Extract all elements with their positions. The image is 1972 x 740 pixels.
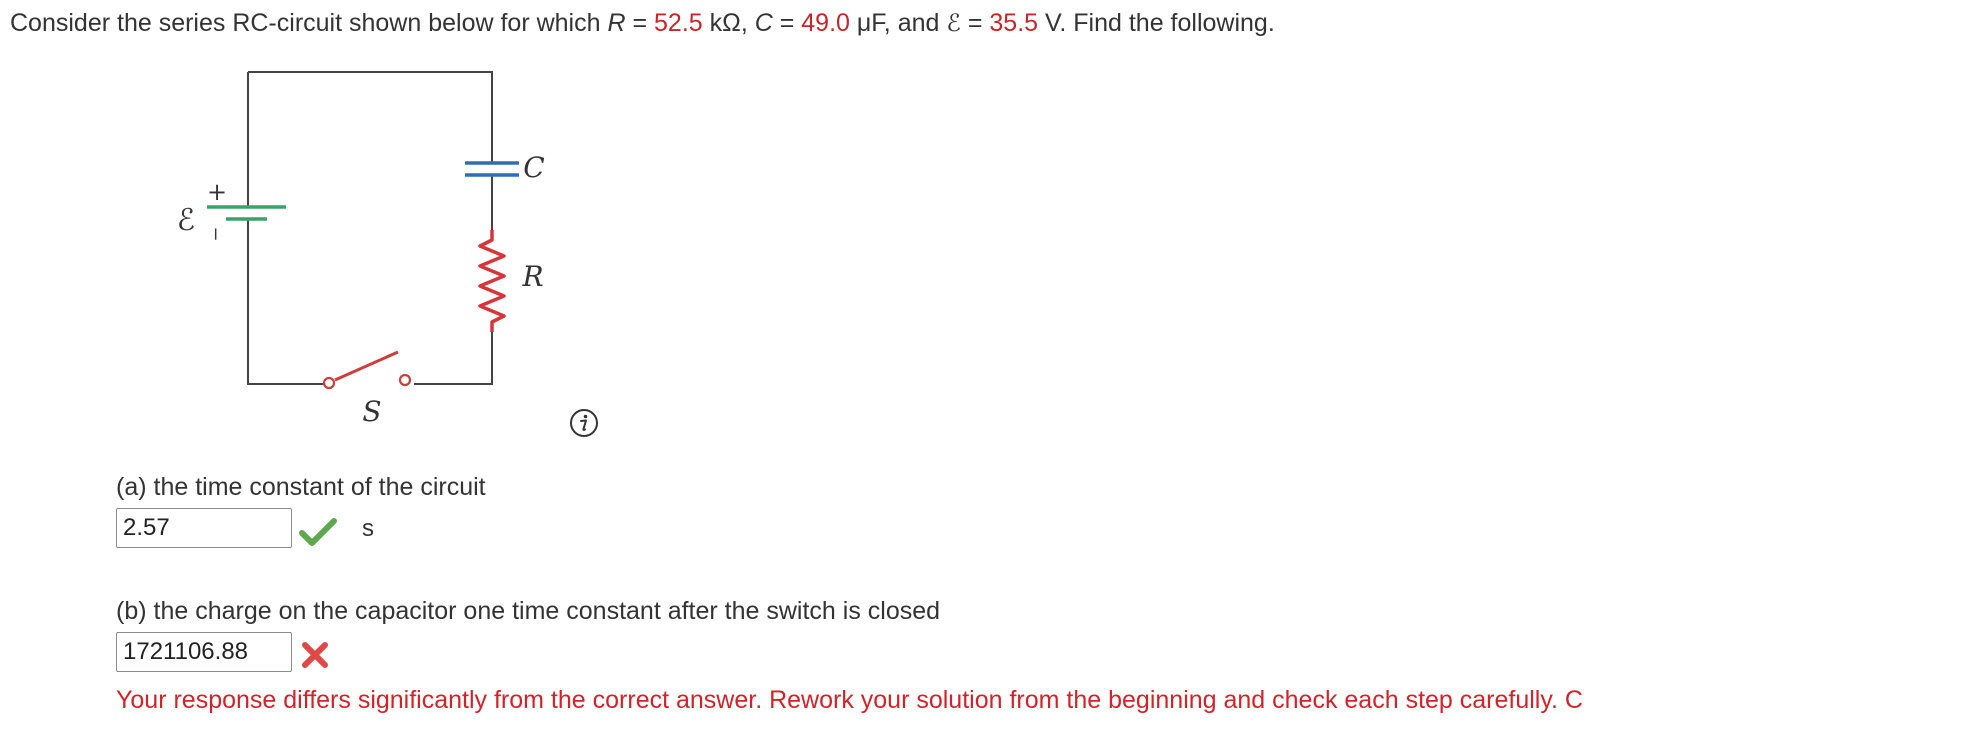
- resistance-symbol: R: [607, 9, 626, 37]
- plus-label: +: [206, 178, 228, 206]
- checkmark-icon: [298, 517, 338, 547]
- emf-unit: V. Find the following.: [1038, 9, 1275, 37]
- part-a-question: (a) the time constant of the circuit: [116, 473, 486, 501]
- capacitance-symbol: C: [754, 9, 773, 37]
- part-b-feedback: Your response differs significantly from the correct answer. Rework your solution from the beginning and check each step carefully. C: [116, 686, 1583, 714]
- resistance-value: 52.5: [654, 9, 703, 37]
- part-a-answer-input[interactable]: [116, 508, 292, 548]
- capacitance-value: 49.0: [801, 9, 850, 37]
- emf-value: 35.5: [989, 9, 1039, 37]
- rc-circuit-diagram: [160, 62, 564, 435]
- equals-sign: =: [772, 9, 802, 37]
- capacitance-unit: μF, and: [849, 9, 947, 37]
- part-b-question: (b) the charge on the capacitor one time constant after the switch is closed: [116, 597, 941, 625]
- info-icon[interactable]: [569, 408, 599, 438]
- problem-statement: [10, 6, 1275, 40]
- equals-sign: =: [625, 9, 655, 37]
- part-a-unit: s: [362, 515, 374, 542]
- emf-symbol: ℰ: [946, 9, 961, 37]
- capacitor-label: C: [523, 151, 545, 184]
- minus-label: −: [205, 226, 226, 242]
- equals-sign: =: [960, 9, 990, 37]
- resistor-label: R: [522, 260, 544, 293]
- part-b-answer-input[interactable]: [116, 632, 292, 672]
- switch-label: S: [362, 395, 382, 428]
- emf-label: ℰ: [176, 203, 196, 238]
- problem-intro: Consider the series RC-circuit shown below for which: [10, 9, 608, 37]
- resistance-unit: kΩ,: [702, 9, 755, 37]
- x-mark-icon: [300, 640, 330, 670]
